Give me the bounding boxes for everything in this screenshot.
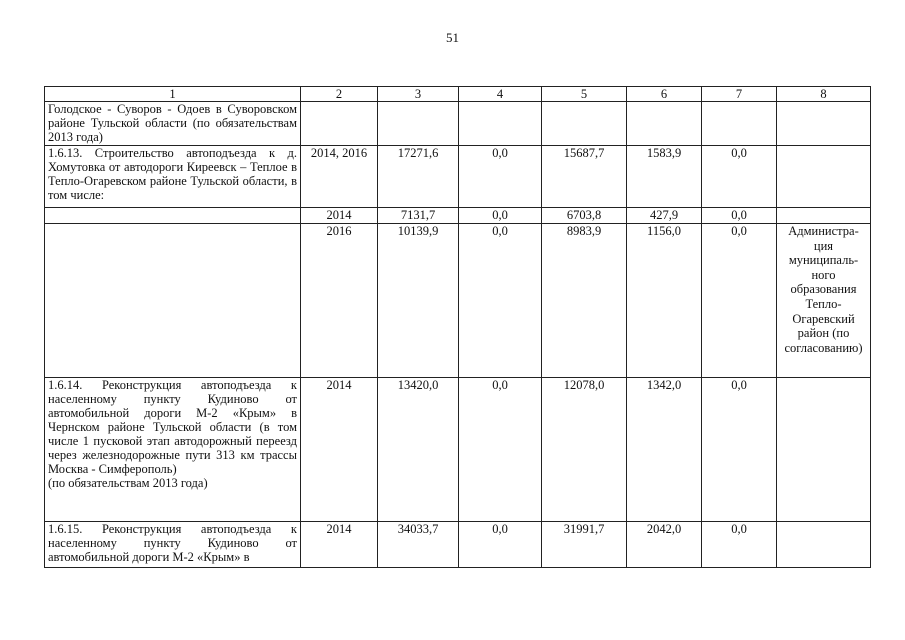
row-value: 0,0 [702, 208, 777, 224]
row-description: Голодское - Суворов - Одоев в Суворовском районе Тульской области (по обязательствам 2013 года) [45, 102, 301, 146]
page-number: 51 [446, 30, 459, 45]
column-header: 2 [301, 87, 378, 102]
row-responsible [777, 102, 871, 146]
row-responsible: Администра-ция муниципаль-ного образования Тепло-Огаревский район (по согласованию) [777, 224, 871, 378]
column-header: 5 [542, 87, 627, 102]
row-value: 31991,7 [542, 522, 627, 568]
row-value: 0,0 [459, 208, 542, 224]
row-year: 2014, 2016 [301, 146, 378, 208]
table-header-row [45, 87, 871, 102]
row-description: 1.6.13. Строительство автоподъезда к д. Хомутовка от автодороги Киреевск – Теплое в Тепло-Огаревском районе Тульской области, в том числе: [45, 146, 301, 208]
column-header: 8 [777, 87, 871, 102]
row-responsible [777, 208, 871, 224]
row-value: 17271,6 [378, 146, 459, 208]
row-value: 0,0 [702, 378, 777, 522]
table-row [45, 224, 871, 378]
row-value: 0,0 [702, 522, 777, 568]
row-value: 15687,7 [542, 146, 627, 208]
row-value: 427,9 [627, 208, 702, 224]
row-value: 2042,0 [627, 522, 702, 568]
row-responsible [777, 378, 871, 522]
data-table [44, 86, 871, 568]
row-description-note: (по обязательствам 2013 года) [48, 476, 208, 490]
row-description: 1.6.15. Реконструкция автоподъезда к населенному пункту Кудиново от автомобильной дороги М-2 «Крым» в [45, 522, 301, 568]
row-value: 12078,0 [542, 378, 627, 522]
row-value [542, 102, 627, 146]
row-value: 10139,9 [378, 224, 459, 378]
table-row [45, 378, 871, 522]
row-value: 0,0 [702, 146, 777, 208]
row-value: 34033,7 [378, 522, 459, 568]
row-value: 6703,8 [542, 208, 627, 224]
row-responsible [777, 146, 871, 208]
row-year: 2014 [301, 378, 378, 522]
row-year: 2014 [301, 522, 378, 568]
row-year [301, 102, 378, 146]
row-value: 8983,9 [542, 224, 627, 378]
row-value: 1583,9 [627, 146, 702, 208]
row-value: 1342,0 [627, 378, 702, 522]
row-description [45, 208, 301, 224]
row-description [45, 378, 301, 522]
row-year: 2014 [301, 208, 378, 224]
table-row [45, 522, 871, 568]
row-value: 0,0 [459, 378, 542, 522]
column-header: 4 [459, 87, 542, 102]
row-value: 0,0 [459, 224, 542, 378]
column-header: 7 [702, 87, 777, 102]
row-value: 0,0 [459, 522, 542, 568]
row-value [459, 102, 542, 146]
table-row [45, 102, 871, 146]
row-value: 1156,0 [627, 224, 702, 378]
column-header: 3 [378, 87, 459, 102]
row-value: 0,0 [459, 146, 542, 208]
column-header: 1 [45, 87, 301, 102]
row-value: 13420,0 [378, 378, 459, 522]
row-value [378, 102, 459, 146]
row-value: 7131,7 [378, 208, 459, 224]
column-header: 6 [627, 87, 702, 102]
row-year: 2016 [301, 224, 378, 378]
row-value: 0,0 [702, 224, 777, 378]
row-value [702, 102, 777, 146]
row-description [45, 224, 301, 378]
row-description-text: 1.6.14. Реконструкция автоподъезда к населенному пункту Кудиново от автомобильной дороги М-2 «Крым» в Чернском районе Тульской области (в том числе 1 пусковой этап автодорожный переезд через железнодорожные пути 313 км трассы Москва - Симферополь) [48, 378, 297, 476]
table-row [45, 146, 871, 208]
row-responsible [777, 522, 871, 568]
row-value [627, 102, 702, 146]
table-row [45, 208, 871, 224]
